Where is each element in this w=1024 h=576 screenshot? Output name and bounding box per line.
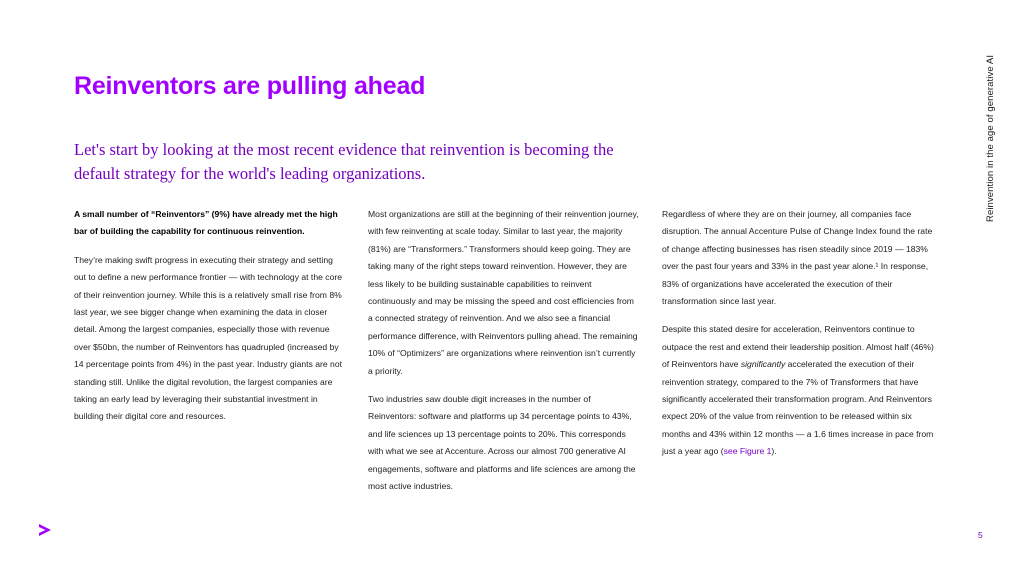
document-title-vertical: Reinvention in the age of generative AI [985, 54, 996, 222]
paragraph-segment: accelerated the execution of their reinvention strategy, compared to the 7% of Transformers that have significantly accelerated their transformation program. And Reinventors expect 20% of the value from reinvention to be released within six months and 43% within 12 months — a 1.6 times increase in pace from just a year ago ( [662, 359, 934, 457]
body-paragraph: Regardless of where they are on their journey, all companies face disruption. The annual Accenture Pulse of Change Index found the rate of change affecting businesses has risen steadily since 2019 — 183% over the past four years and 33% in the past year alone.¹ In response, 83% of organizations have accelerated the execution of their transformation since last year. [662, 209, 933, 307]
figure-link[interactable]: see Figure 1 [723, 446, 772, 457]
text-column-1 [74, 206, 346, 437]
accenture-chevron-logo-icon [38, 522, 52, 538]
body-paragraph: Most organizations are still at the beginning of their reinvention journey, with few reinventing at scale today. Similar to last year, the majority (81%) are “Transformers.” Transformers should keep going. They are taking many of the right steps toward reinvention. However, they are less likely to be building sustainable capabilities to reinvent continuously and may be missing the speed and cost efficiencies from a connected strategy of reinvention. And we also see a financial performance difference, with Reinventors pulling ahead. The remaining 10% of “Optimizers” are organizations where reinvention isn’t currently a priority. [368, 209, 639, 376]
body-paragraph [662, 321, 934, 460]
emphasis-text: significantly [740, 359, 786, 370]
page-number: 5 [978, 530, 983, 540]
body-paragraph: They’re making swift progress in executing their strategy and setting out to define a new performance frontier — with technology at the core of their reinvention journey. While this is a relatively small rise from 8% last year, we see bigger change when examining the data in closer detail. Among the largest companies, especially those with revenue over $50bn, the number of Reinventors has quadrupled (increased by 14 percentage points from 4%) in the past year. Industry giants are not standing still. Unlike the digital revolution, the largest companies are taking an early lead by leveraging their substantial investment in building their digital core and resources. [74, 254, 342, 422]
paragraph-segment: Despite this stated desire for acceleration, Reinventors continue to outpace the rest and extend their leadership position. Almost half (46%) of Reinventors have [662, 324, 934, 370]
text-column-3 [662, 206, 934, 472]
page-title: Reinventors are pulling ahead [74, 72, 426, 100]
paragraph-segment: ). [771, 446, 777, 457]
body-paragraph: Two industries saw double digit increases in the number of Reinventors: software and platforms up 34 percentage points to 43%, and life sciences up 13 percentage points to 20%. This corresponds with what we see at Accenture. Across our almost 700 generative AI engagements, software and platforms and life sciences are among the most active industries. [368, 394, 636, 492]
lead-paragraph: A small number of “Reinventors” (9%) have already met the high bar of building the capability for continuous reinvention. [74, 209, 338, 237]
intro-text: Let's start by looking at the most recent evidence that reinvention is becoming the default strategy for the world's leading organizations. [74, 140, 614, 183]
text-column-2 [368, 206, 640, 507]
